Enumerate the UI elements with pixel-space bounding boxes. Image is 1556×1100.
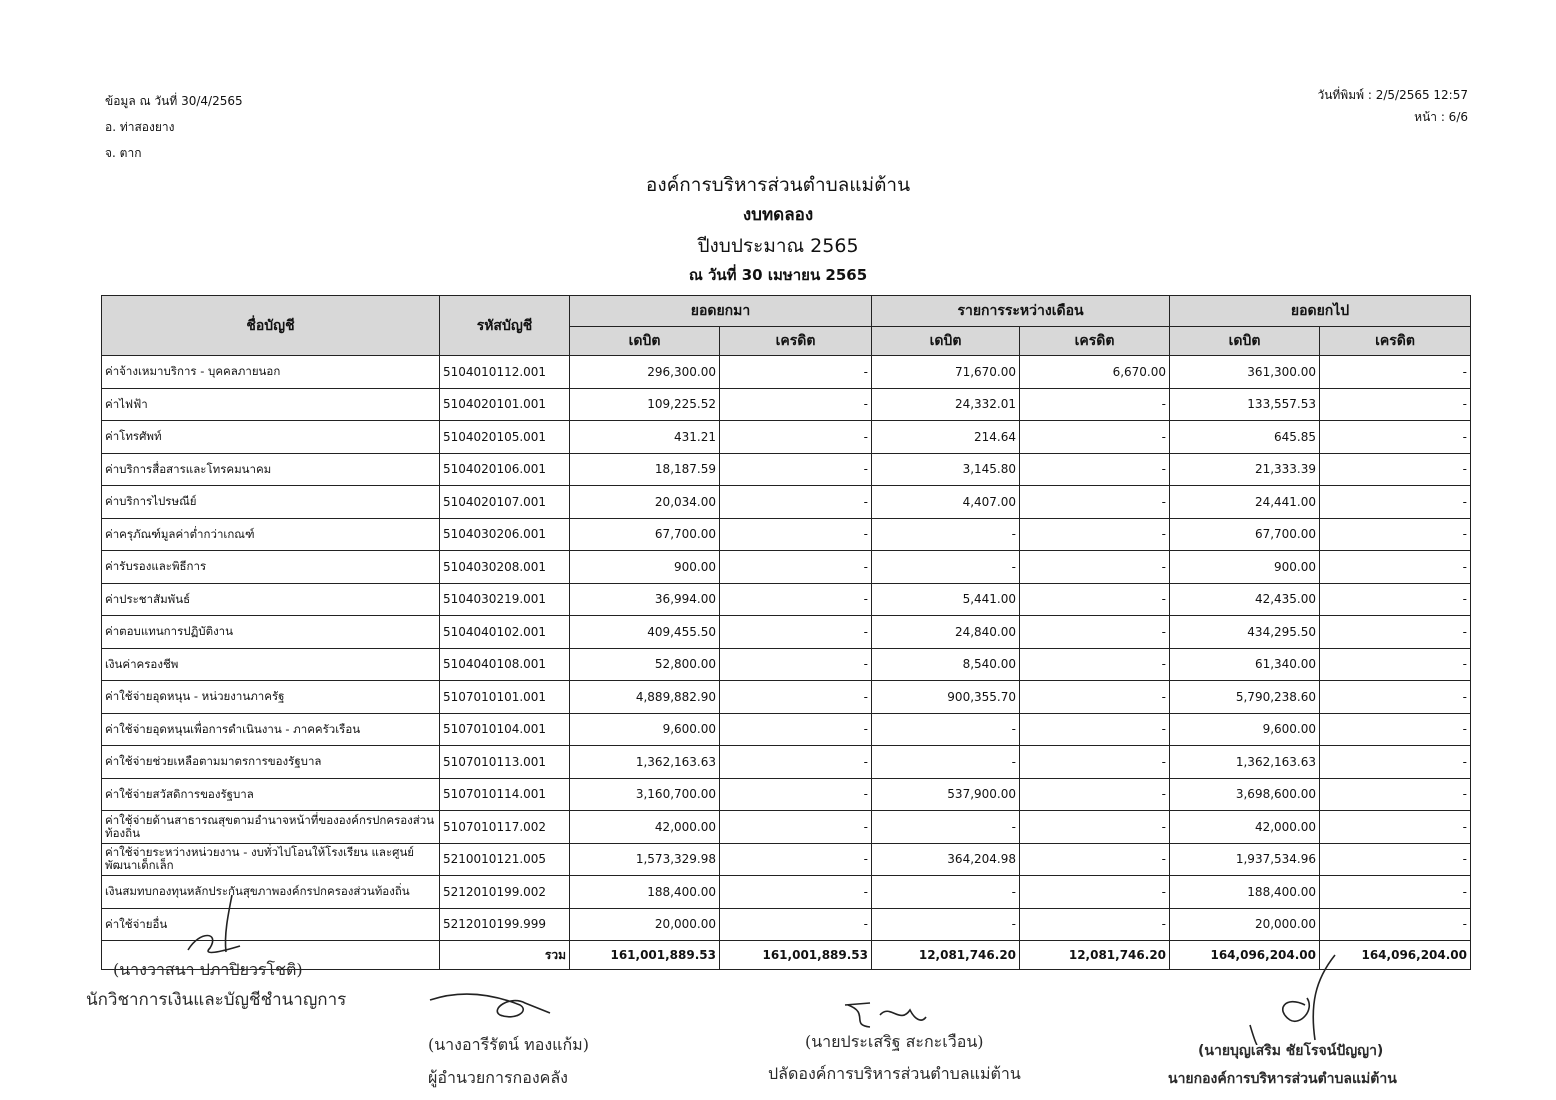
cell-bf-debit: 9,600.00 — [570, 713, 720, 746]
cell-cf-credit: - — [1320, 551, 1471, 584]
cell-account-name: ค่าใช้จ่ายอื่น — [102, 908, 440, 941]
cell-bf-debit: 409,455.50 — [570, 616, 720, 649]
cell-cf-credit: - — [1320, 421, 1471, 454]
trial-balance-table — [101, 295, 1471, 970]
cell-cf-credit: - — [1320, 486, 1471, 519]
signer-3-title: ปลัดองค์การบริหารส่วนตำบลแม่ต้าน — [768, 1064, 1021, 1083]
cell-account-name: ค่าบริการสื่อสารและโทรคมนาคม — [102, 453, 440, 486]
cell-account-code: 5104040108.001 — [440, 648, 570, 681]
cell-m-credit: - — [1020, 681, 1170, 714]
cell-bf-credit: - — [720, 518, 872, 551]
cell-account-name: ค่าใช้จ่ายด้านสาธารณสุขตามอำนาจหน้าที่ขององค์กรปกครองส่วนท้องถิ่น — [102, 811, 440, 844]
cell-m-credit: - — [1020, 388, 1170, 421]
cell-bf-credit: - — [720, 746, 872, 779]
cell-m-debit: - — [872, 551, 1020, 584]
col-account-name: ชื่อบัญชี — [102, 296, 440, 356]
cell-cf-debit: 61,340.00 — [1170, 648, 1320, 681]
cell-cf-debit: 42,435.00 — [1170, 583, 1320, 616]
cell-account-name: ค่ารับรองและพิธีการ — [102, 551, 440, 584]
cell-m-debit: - — [872, 811, 1020, 844]
col-cf-debit: เดบิต — [1170, 327, 1320, 356]
cell-bf-debit: 109,225.52 — [570, 388, 720, 421]
cell-account-code: 5104010112.001 — [440, 356, 570, 389]
signer-1-name: (นางวาสนา ปภาปิยวรโชติ) — [113, 960, 303, 979]
cell-m-credit: - — [1020, 811, 1170, 844]
cell-cf-debit: 133,557.53 — [1170, 388, 1320, 421]
cell-bf-debit: 52,800.00 — [570, 648, 720, 681]
cell-m-credit: - — [1020, 778, 1170, 811]
grp-during-month: รายการระหว่างเดือน — [872, 296, 1170, 327]
col-cf-credit: เครดิต — [1320, 327, 1471, 356]
as-of-date: ณ วันที่ 30 เมษายน 2565 — [688, 266, 868, 284]
cell-account-name: ค่าใช้จ่ายระหว่างหน่วยงาน - งบทั่วไปโอนให้โรงเรียน และศูนย์พัฒนาเด็กเล็ก — [102, 843, 440, 876]
cell-bf-debit: 67,700.00 — [570, 518, 720, 551]
cell-m-credit: 6,670.00 — [1020, 356, 1170, 389]
table-row — [102, 778, 1471, 811]
cell-account-name: ค่าบริการไปรษณีย์ — [102, 486, 440, 519]
district: อ. ท่าสองยาง — [105, 120, 175, 134]
cell-m-credit: - — [1020, 616, 1170, 649]
cell-bf-credit: - — [720, 876, 872, 909]
cell-cf-credit: - — [1320, 583, 1471, 616]
cell-cf-credit: - — [1320, 713, 1471, 746]
cell-bf-debit: 900.00 — [570, 551, 720, 584]
cell-account-code: 5212010199.999 — [440, 908, 570, 941]
col-account-code: รหัสบัญชี — [440, 296, 570, 356]
col-m-debit: เดบิต — [872, 327, 1020, 356]
fiscal-year: ปีงบประมาณ 2565 — [697, 235, 859, 257]
cell-cf-credit: - — [1320, 876, 1471, 909]
cell-m-debit: - — [872, 908, 1020, 941]
cell-account-code: 5212010199.002 — [440, 876, 570, 909]
table-row — [102, 908, 1471, 941]
total-bf-debit: 161,001,889.53 — [570, 941, 720, 970]
cell-bf-credit: - — [720, 388, 872, 421]
cell-m-credit: - — [1020, 648, 1170, 681]
table-row — [102, 713, 1471, 746]
table-row — [102, 453, 1471, 486]
cell-m-credit: - — [1020, 908, 1170, 941]
cell-bf-debit: 1,362,163.63 — [570, 746, 720, 779]
cell-account-name: ค่าใช้จ่ายสวัสดิการของรัฐบาล — [102, 778, 440, 811]
cell-account-name: ค่าใช้จ่ายอุดหนุนเพื่อการดำเนินงาน - ภาคครัวเรือน — [102, 713, 440, 746]
cell-m-credit: - — [1020, 453, 1170, 486]
cell-m-credit: - — [1020, 518, 1170, 551]
cell-cf-debit: 42,000.00 — [1170, 811, 1320, 844]
cell-bf-debit: 20,000.00 — [570, 908, 720, 941]
cell-cf-credit: - — [1320, 778, 1471, 811]
cell-account-code: 5104020107.001 — [440, 486, 570, 519]
table-row — [102, 811, 1471, 844]
cell-account-code: 5104040102.001 — [440, 616, 570, 649]
total-bf-credit: 161,001,889.53 — [720, 941, 872, 970]
cell-bf-credit: - — [720, 713, 872, 746]
cell-cf-debit: 1,362,163.63 — [1170, 746, 1320, 779]
cell-bf-credit: - — [720, 421, 872, 454]
cell-bf-credit: - — [720, 811, 872, 844]
cell-m-debit: 24,840.00 — [872, 616, 1020, 649]
cell-m-debit: 4,407.00 — [872, 486, 1020, 519]
cell-m-debit: 3,145.80 — [872, 453, 1020, 486]
cell-m-credit: - — [1020, 486, 1170, 519]
cell-bf-credit: - — [720, 681, 872, 714]
cell-cf-credit: - — [1320, 746, 1471, 779]
cell-cf-debit: 5,790,238.60 — [1170, 681, 1320, 714]
cell-account-name: ค่าโทรศัพท์ — [102, 421, 440, 454]
cell-m-debit: 900,355.70 — [872, 681, 1020, 714]
cell-account-name: ค่าไฟฟ้า — [102, 388, 440, 421]
cell-bf-credit: - — [720, 453, 872, 486]
signature-mark-3 — [840, 995, 930, 1040]
cell-cf-credit: - — [1320, 681, 1471, 714]
cell-cf-debit: 24,441.00 — [1170, 486, 1320, 519]
total-m-debit: 12,081,746.20 — [872, 941, 1020, 970]
cell-bf-credit: - — [720, 616, 872, 649]
cell-account-code: 5104030219.001 — [440, 583, 570, 616]
table-row — [102, 616, 1471, 649]
report-title: งบทดลอง — [742, 205, 814, 225]
table-row — [102, 583, 1471, 616]
cell-cf-debit: 1,937,534.96 — [1170, 843, 1320, 876]
cell-m-credit: - — [1020, 713, 1170, 746]
print-date: วันที่พิมพ์ : 2/5/2565 12:57 — [1317, 88, 1468, 102]
cell-account-name: ค่าตอบแทนการปฏิบัติงาน — [102, 616, 440, 649]
cell-cf-debit: 21,333.39 — [1170, 453, 1320, 486]
cell-account-name: ค่าจ้างเหมาบริการ - บุคคลภายนอก — [102, 356, 440, 389]
signature-mark-2 — [420, 985, 560, 1030]
table-row — [102, 518, 1471, 551]
cell-bf-credit: - — [720, 843, 872, 876]
cell-bf-debit: 42,000.00 — [570, 811, 720, 844]
report-titles — [0, 170, 1556, 288]
cell-m-debit: 71,670.00 — [872, 356, 1020, 389]
cell-cf-debit: 434,295.50 — [1170, 616, 1320, 649]
cell-m-credit: - — [1020, 551, 1170, 584]
cell-m-debit: 214.64 — [872, 421, 1020, 454]
cell-account-name: ค่าครุภัณฑ์มูลค่าต่ำกว่าเกณฑ์ — [102, 518, 440, 551]
total-cf-credit: 164,096,204.00 — [1320, 941, 1471, 970]
table-row — [102, 876, 1471, 909]
cell-cf-debit: 361,300.00 — [1170, 356, 1320, 389]
cell-bf-debit: 296,300.00 — [570, 356, 720, 389]
table-row — [102, 648, 1471, 681]
signer-2-title: ผู้อำนวยการกองคลัง — [428, 1068, 568, 1087]
cell-bf-credit: - — [720, 486, 872, 519]
cell-account-name: ค่าประชาสัมพันธ์ — [102, 583, 440, 616]
cell-cf-debit: 67,700.00 — [1170, 518, 1320, 551]
cell-cf-debit: 3,698,600.00 — [1170, 778, 1320, 811]
cell-cf-debit: 900.00 — [1170, 551, 1320, 584]
cell-bf-credit: - — [720, 356, 872, 389]
table-row — [102, 356, 1471, 389]
cell-cf-credit: - — [1320, 453, 1471, 486]
cell-account-name: ค่าใช้จ่ายช่วยเหลือตามมาตรการของรัฐบาล — [102, 746, 440, 779]
cell-bf-credit: - — [720, 778, 872, 811]
cell-cf-debit: 9,600.00 — [1170, 713, 1320, 746]
table-row — [102, 843, 1471, 876]
cell-cf-credit: - — [1320, 518, 1471, 551]
cell-cf-credit: - — [1320, 388, 1471, 421]
cell-bf-debit: 36,994.00 — [570, 583, 720, 616]
grp-carried-forward: ยอดยกไป — [1170, 296, 1471, 327]
cell-m-credit: - — [1020, 583, 1170, 616]
cell-bf-debit: 3,160,700.00 — [570, 778, 720, 811]
cell-m-credit: - — [1020, 843, 1170, 876]
table-body — [102, 356, 1471, 941]
table-row — [102, 486, 1471, 519]
cell-m-debit: - — [872, 876, 1020, 909]
cell-bf-credit: - — [720, 908, 872, 941]
cell-m-credit: - — [1020, 421, 1170, 454]
province: จ. ตาก — [105, 146, 142, 160]
cell-account-code: 5107010114.001 — [440, 778, 570, 811]
cell-m-debit: - — [872, 746, 1020, 779]
cell-cf-credit: - — [1320, 811, 1471, 844]
cell-account-code: 5107010117.002 — [440, 811, 570, 844]
cell-account-code: 5107010113.001 — [440, 746, 570, 779]
signer-2-name: (นางอารีรัตน์ ทองแก้ม) — [428, 1035, 589, 1054]
cell-bf-debit: 4,889,882.90 — [570, 681, 720, 714]
cell-account-code: 5104030208.001 — [440, 551, 570, 584]
total-m-credit: 12,081,746.20 — [1020, 941, 1170, 970]
cell-account-name: เงินค่าครองชีพ — [102, 648, 440, 681]
data-date: ข้อมูล ณ วันที่ 30/4/2565 — [105, 94, 243, 108]
total-label: รวม — [440, 941, 570, 970]
cell-cf-debit: 645.85 — [1170, 421, 1320, 454]
cell-m-debit: 24,332.01 — [872, 388, 1020, 421]
col-bf-debit: เดบิต — [570, 327, 720, 356]
cell-account-code: 5104020105.001 — [440, 421, 570, 454]
total-cf-debit: 164,096,204.00 — [1170, 941, 1320, 970]
cell-bf-debit: 188,400.00 — [570, 876, 720, 909]
signer-3-name: (นายประเสริฐ สะกะเวือน) — [805, 1032, 984, 1051]
cell-cf-debit: 188,400.00 — [1170, 876, 1320, 909]
signer-4-name: (นายบุญเสริม ชัยโรจน์ปัญญา) — [1198, 1043, 1384, 1059]
cell-m-debit: - — [872, 518, 1020, 551]
grp-brought-forward: ยอดยกมา — [570, 296, 872, 327]
cell-bf-debit: 1,573,329.98 — [570, 843, 720, 876]
cell-cf-credit: - — [1320, 616, 1471, 649]
cell-account-code: 5104030206.001 — [440, 518, 570, 551]
cell-m-debit: 8,540.00 — [872, 648, 1020, 681]
signer-4-title: นายกองค์การบริหารส่วนตำบลแม่ต้าน — [1168, 1071, 1397, 1087]
cell-m-debit: 537,900.00 — [872, 778, 1020, 811]
cell-account-code: 5104020101.001 — [440, 388, 570, 421]
cell-account-code: 5107010104.001 — [440, 713, 570, 746]
cell-cf-credit: - — [1320, 908, 1471, 941]
cell-bf-debit: 20,034.00 — [570, 486, 720, 519]
cell-m-credit: - — [1020, 876, 1170, 909]
cell-bf-debit: 431.21 — [570, 421, 720, 454]
page-number: หน้า : 6/6 — [1414, 110, 1468, 124]
cell-bf-debit: 18,187.59 — [570, 453, 720, 486]
table-row — [102, 746, 1471, 779]
cell-cf-credit: - — [1320, 843, 1471, 876]
table-row — [102, 388, 1471, 421]
cell-account-code: 5107010101.001 — [440, 681, 570, 714]
cell-cf-debit: 20,000.00 — [1170, 908, 1320, 941]
cell-account-name: ค่าใช้จ่ายอุดหนุน - หน่วยงานภาครัฐ — [102, 681, 440, 714]
cell-bf-credit: - — [720, 551, 872, 584]
cell-m-debit: 5,441.00 — [872, 583, 1020, 616]
table-row — [102, 421, 1471, 454]
cell-m-credit: - — [1020, 746, 1170, 779]
cell-bf-credit: - — [720, 648, 872, 681]
cell-account-code: 5210010121.005 — [440, 843, 570, 876]
cell-cf-credit: - — [1320, 648, 1471, 681]
table-row — [102, 551, 1471, 584]
org-title: องค์การบริหารส่วนตำบลแม่ต้าน — [645, 174, 911, 196]
signer-1-title: นักวิชาการเงินและบัญชีชำนาญการ — [86, 990, 347, 1010]
table-row — [102, 681, 1471, 714]
col-bf-credit: เครดิต — [720, 327, 872, 356]
cell-account-name: เงินสมทบกองทุนหลักประกันสุขภาพองค์กรปกครองส่วนท้องถิ่น — [102, 876, 440, 909]
cell-account-code: 5104020106.001 — [440, 453, 570, 486]
header-left — [105, 88, 243, 166]
signature-mark-1 — [180, 890, 260, 960]
cell-bf-credit: - — [720, 583, 872, 616]
signature-mark-4 — [1245, 950, 1385, 1045]
cell-m-debit: 364,204.98 — [872, 843, 1020, 876]
cell-m-debit: - — [872, 713, 1020, 746]
header-right — [1317, 84, 1468, 128]
col-m-credit: เครดิต — [1020, 327, 1170, 356]
cell-cf-credit: - — [1320, 356, 1471, 389]
